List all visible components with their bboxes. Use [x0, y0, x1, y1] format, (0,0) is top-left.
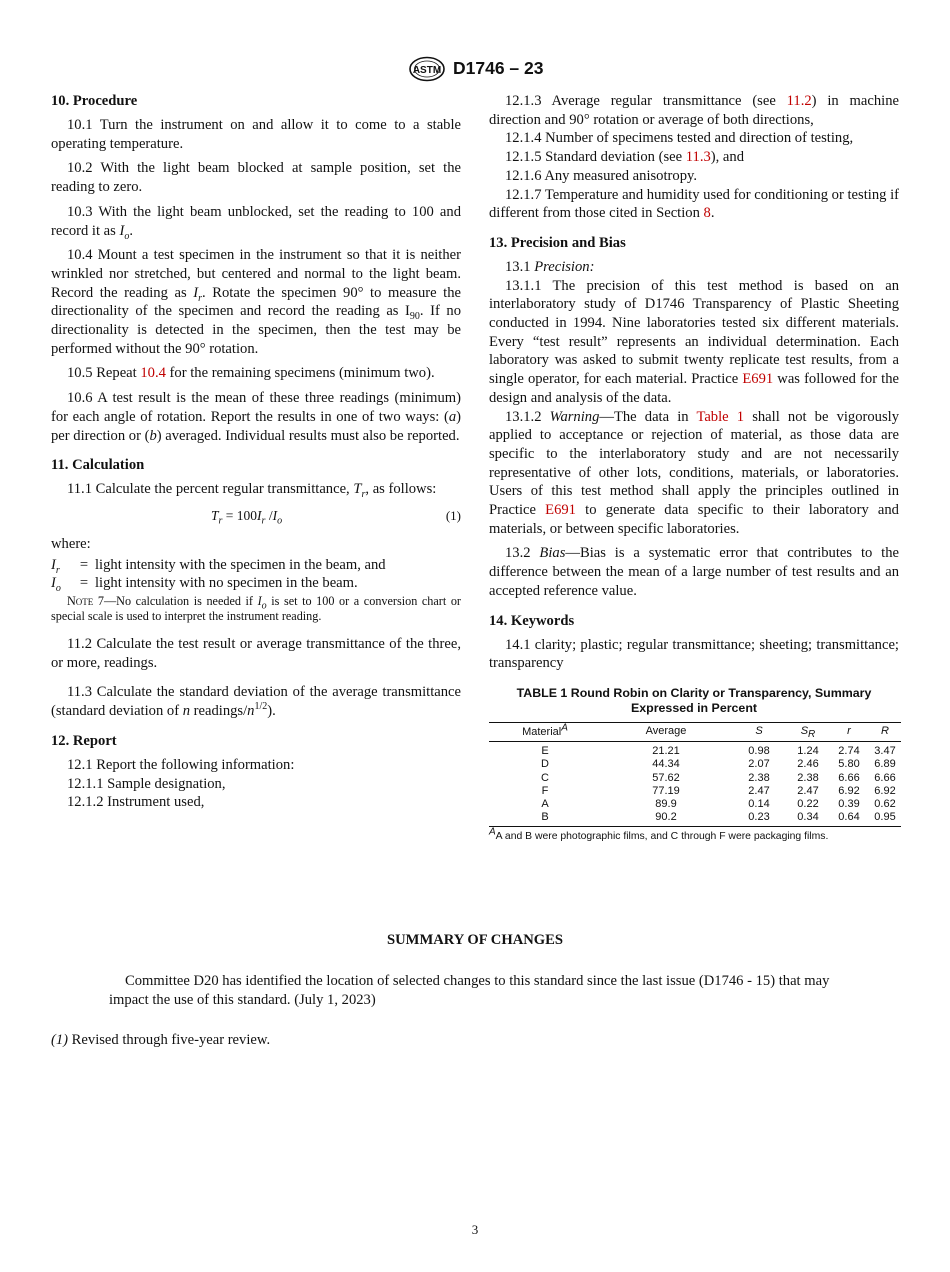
table-cell: 2.47	[748, 784, 770, 797]
table-cell: E	[541, 745, 549, 758]
section-12-title: 12. Report	[51, 732, 117, 749]
section-13-title: 13. Precision and Bias	[489, 234, 626, 251]
table-row	[489, 785, 901, 798]
table-cell: 2.07	[748, 758, 770, 771]
table-row	[489, 772, 901, 785]
table-row	[489, 798, 901, 811]
table-row	[489, 742, 901, 759]
para-13-1-1: 13.1.1 The precision of this test method is based on an interlaboratory study of D1746 Transparency of Plastic Sheeting conducted in 1994. Nine laboratories tested six different materials. Every “test result” represents an individual determination. Each laboratory was asked to submit twenty replicate test results, from a single operator, for each material. Practice E691 was followed for the design and analysis of the data.	[489, 277, 899, 406]
table-cell: 2.38	[748, 771, 770, 784]
note-7: Note 7—No calculation is needed if $I_o$ is set to 100 or a conversion chart or special scale is used to interpret the instrument reading.	[51, 594, 461, 624]
equation-1: $T_r = 100I_r$ $/I_o$ (1)	[211, 507, 461, 527]
table-cell: 1.24	[797, 745, 819, 758]
table-cell: 2.47	[797, 784, 819, 797]
table-header-row: Material$^A$ Average S $S_R$ r R	[489, 722, 901, 741]
table-cell: 21.21	[652, 745, 680, 758]
table-cell: 6.92	[874, 784, 896, 797]
para-11-3: 11.3 Calculate the standard deviation of the average transmittance (standard deviation of n readings/$n^{1/2}$).	[51, 684, 461, 720]
table-cell: F	[541, 784, 549, 797]
definition-io: $I_o$ = light intensity with no specimen in the beam.	[51, 575, 358, 595]
table-cell: 77.19	[652, 784, 680, 797]
summary-item-1: (1) Revised through five-year review.	[51, 1032, 271, 1048]
para-10-3: 10.3 With the light beam unblocked, set the reading to 100 and record it as $I_o$.	[51, 203, 461, 242]
table-1	[489, 722, 901, 827]
para-12-1-6: 12.1.6 Any measured anisotropy.	[505, 167, 697, 184]
link-table-1[interactable]: Table 1	[696, 408, 745, 425]
summary-title: SUMMARY OF CHANGES	[387, 932, 563, 948]
section-14-title: 14. Keywords	[489, 612, 575, 629]
where-label: where:	[51, 535, 91, 552]
svg-text:ASTM: ASTM	[412, 65, 442, 76]
astm-logo-icon	[408, 56, 446, 82]
table-cell: A	[541, 798, 549, 810]
para-12-1-5: 12.1.5 Standard deviation (see 11.3), and	[505, 149, 744, 166]
table-cell: 0.95	[874, 811, 896, 824]
para-12-1-3: 12.1.3 Average regular transmittance (see 11.2) in machine direction and 90° rotation or average of both directions,	[489, 93, 899, 128]
para-13-2: 13.2 Bias—Bias is a systematic error that contributes to the difference between the mean of a large number of test results and an accepted reference value.	[489, 545, 899, 599]
table-cell: 90.2	[655, 811, 677, 824]
table-cell: 0.98	[748, 745, 770, 758]
table-cell: 6.89	[874, 758, 896, 771]
table-cell: 2.38	[797, 771, 819, 784]
page-number: 3	[471, 1222, 479, 1237]
para-14-1: 14.1 clarity; plastic; regular transmittance; sheeting; transmittance; transparency	[489, 636, 899, 672]
table-footnote: $^A$A and B were photographic films, and C through F were packaging films.	[489, 826, 829, 843]
para-11-1: 11.1 Calculate the percent regular transmittance, $T_r$, as follows:	[67, 481, 437, 501]
para-10-5: 10.5 Repeat 10.4 for the remaining specimens (minimum two).	[67, 365, 435, 382]
table-cell: 6.92	[838, 784, 860, 797]
para-13-1-2: 13.1.2 Warning—The data in Table 1 shall not be vigorously applied to acceptance or rejection of material, as those data are specific to the interlaboratory study and are not necessarily representative of other lots, conditions, materials, or laboratories. Users of this test method shall apply the principles outlined in Practice E691 to generate data specific to their laboratory and materials, or between specific laboratories.	[489, 408, 900, 537]
left-column	[51, 92, 461, 812]
table-cell: C	[541, 771, 549, 784]
table-cell: 44.34	[652, 758, 680, 771]
table-cell: 0.14	[748, 798, 770, 810]
table-cell: B	[541, 811, 549, 824]
link-section-8[interactable]: 8	[703, 205, 711, 222]
section-10-title: 10. Procedure	[51, 93, 138, 109]
para-11-2: 11.2 Calculate the test result or average transmittance of the three, or more, readings.	[51, 636, 461, 671]
table-cell: 0.22	[797, 798, 819, 810]
para-10-2: 10.2 With the light beam blocked at sample position, set the reading to zero.	[51, 160, 461, 196]
table-cell: 0.34	[797, 811, 819, 824]
table-cell: 0.62	[874, 798, 896, 810]
table-cell: 89.9	[655, 798, 677, 810]
document-designation: D1746 – 23	[453, 58, 544, 78]
table-cell: 0.23	[748, 811, 770, 824]
definition-ir: $I_r$ = light intensity with the specimen in the beam, and	[51, 556, 386, 576]
table-cell: 0.64	[838, 811, 860, 824]
table-cell: 57.62	[652, 771, 680, 784]
link-11-2[interactable]: 11.2	[786, 93, 812, 109]
para-12-1-7: 12.1.7 Temperature and humidity used for conditioning or testing if different from those cited in Section 8.	[489, 186, 899, 222]
para-13-1: 13.1 Precision:	[505, 258, 595, 275]
table-cell: 6.66	[838, 771, 860, 784]
table-cell: 5.80	[838, 758, 860, 771]
table-cell: 0.39	[838, 798, 860, 810]
para-10-6: 10.6 A test result is the mean of these three readings (minimum) for each angle of rotation. Report the results in one of two ways: (a) per direction or (b) averaged. Individual results must also be reported.	[51, 390, 461, 444]
table-cell: 6.66	[874, 771, 896, 784]
para-10-1: 10.1 Turn the instrument on and allow it to come to a stable operating temperature.	[51, 117, 461, 152]
astm-logo	[408, 56, 446, 82]
para-12-1: 12.1 Report the following information:	[67, 756, 295, 773]
table-row	[489, 811, 901, 827]
link-11-3[interactable]: 11.3	[685, 149, 711, 166]
para-12-1-2: 12.1.2 Instrument used,	[67, 794, 205, 811]
para-10-4: 10.4 Mount a test specimen in the instrument so that it is neither wrinkled nor stretched, but centered and normal to the light beam. Record the reading as $I_r$. Rotate the specimen 90° to measure the directionality of the specimen and record the reading as $I_{90}$. If no directionality is detected in the specimen, then the test may be performed without the 90° rotation.	[51, 247, 462, 357]
table-cell: 2.74	[838, 745, 860, 758]
table-cell: 2.46	[797, 758, 819, 771]
para-12-1-1: 12.1.1 Sample designation,	[67, 775, 226, 792]
table-cell: 3.47	[874, 745, 896, 758]
right-column	[489, 92, 899, 843]
link-e691[interactable]: E691	[742, 371, 774, 388]
table-body	[489, 742, 901, 827]
link-10-4[interactable]: 10.4	[140, 365, 166, 382]
summary-body: Committee D20 has identified the location of selected changes to this standard since the last issue (D1746 - 15) that may impact the use of this standard. (July 1, 2023)	[109, 973, 830, 1008]
link-e691-2[interactable]: E691	[545, 502, 576, 519]
page-header	[0, 56, 950, 82]
table-row	[489, 758, 901, 771]
section-11-title: 11. Calculation	[51, 457, 145, 474]
table-1-caption: TABLE 1 Round Robin on Clarity or Transparency, Summary Expressed in Percent	[516, 685, 872, 716]
table-cell: D	[541, 758, 549, 771]
para-12-1-4: 12.1.4 Number of specimens tested and direction of testing,	[505, 130, 854, 147]
